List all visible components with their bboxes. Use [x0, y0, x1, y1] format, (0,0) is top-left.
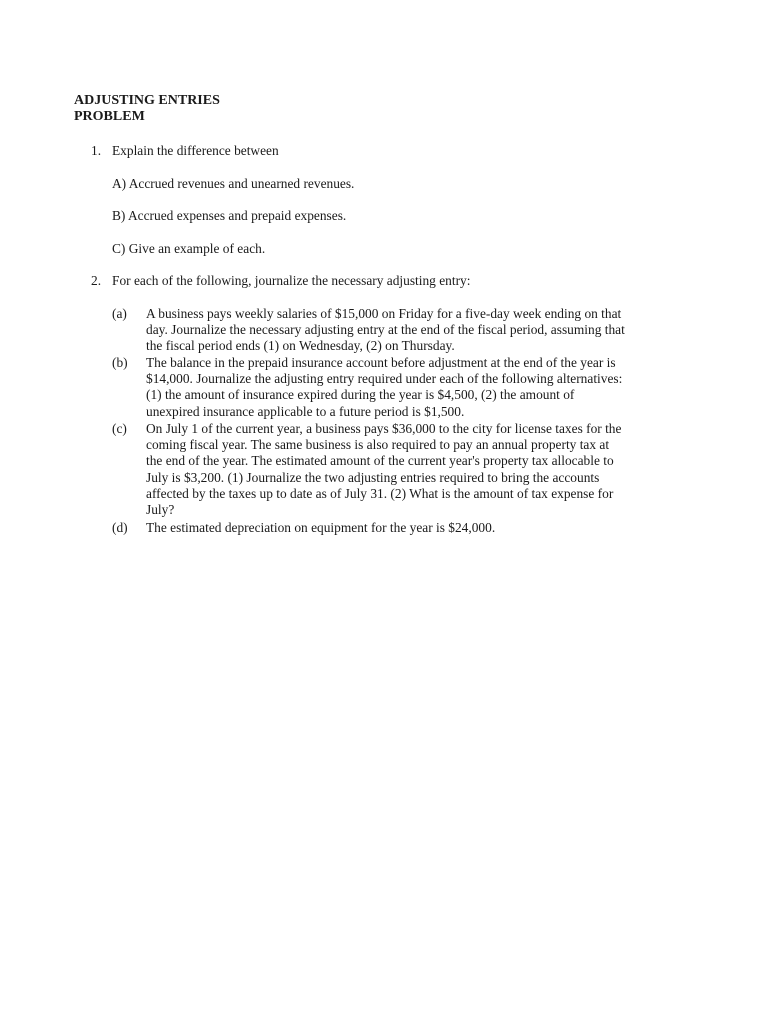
item-a-label: (a) [112, 306, 127, 321]
question-1-part-a: A) Accrued revenues and unearned revenues. [112, 176, 355, 191]
question-1-part-c: C) Give an example of each. [112, 241, 266, 256]
item-c-text: On July 1 of the current year, a business pays $36,000 to the city for license taxes for the coming fiscal year. The same business is also required to pay an annual property tax at the end of the year. The estimated amount of the current year's property tax allocable to July is $3,200. (1) Journalize the two adjusting entries required to bring the accounts affected by the taxes up to date as of July 31. (2) What is the amount of tax expense for July? [146, 421, 622, 518]
heading-line-2: PROBLEM [74, 109, 145, 124]
item-b-text: The balance in the prepaid insurance account before adjustment at the end of the year is $14,000. Journalize the adjusting entry required under each of the following alternatives: (1) the amount of insurance expired during the year is $4,500, (2) the amount of unexpired insurance applicable to a future period is $1,500. [146, 355, 623, 419]
item-b-label: (b) [112, 355, 128, 370]
item-a-text: A business pays weekly salaries of $15,000 on Friday for a five-day week ending on that day. Journalize the necessary adjusting entry at the end of the fiscal period, assuming that the fiscal period ends (1) on Wednesday, (2) on Thursday. [146, 306, 625, 354]
question-1-number: 1. [91, 143, 102, 158]
document-heading [74, 93, 220, 125]
item-c-label: (c) [112, 421, 127, 436]
item-d-label: (d) [112, 520, 128, 535]
question-1-prompt: Explain the difference between [112, 143, 279, 158]
question-2-number: 2. [91, 273, 102, 288]
question-1-part-b: B) Accrued expenses and prepaid expenses. [112, 208, 347, 223]
item-d-text: The estimated depreciation on equipment for the year is $24,000. [146, 520, 496, 535]
heading-line-1: ADJUSTING ENTRIES [74, 93, 220, 108]
question-2-prompt: For each of the following, journalize the necessary adjusting entry: [112, 273, 471, 288]
